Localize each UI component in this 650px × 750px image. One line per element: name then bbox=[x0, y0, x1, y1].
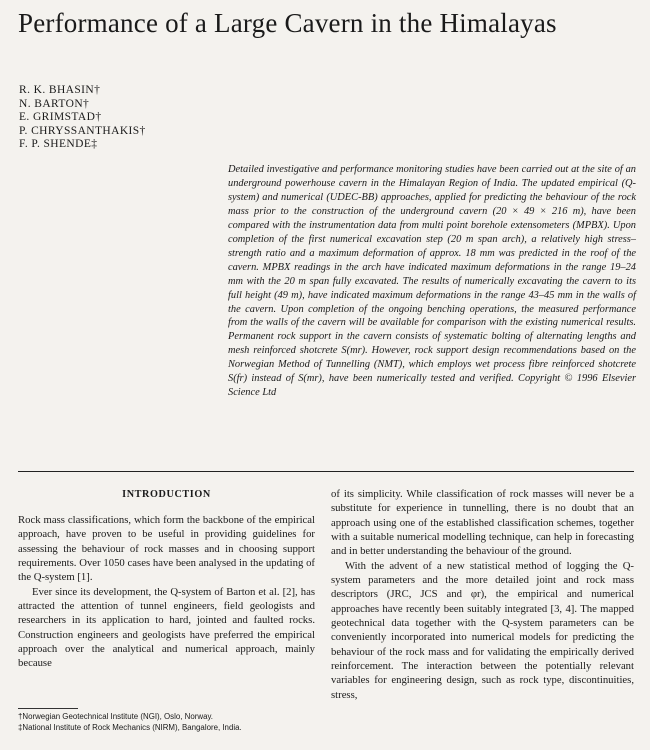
footnote: †Norwegian Geotechnical Institute (NGI), Oslo, Norway. bbox=[18, 712, 214, 721]
section-heading-introduction: INTRODUCTION bbox=[122, 489, 211, 500]
left-column bbox=[18, 489, 315, 671]
body-paragraph: of its simplicity. While classification of rock masses will never be a substitute for experience in tunnelling, there is no doubt that an approach using one of the established classification schemes, together with a suitable numerical modelling technique, can help in forecasting and in better understanding the behaviour of the ground. bbox=[331, 488, 634, 558]
article-title: Performance of a Large Cavern in the Himalayas bbox=[18, 8, 557, 38]
body-paragraph: Rock mass classifications, which form the backbone of the empirical approach, have proven to be useful in providing guidelines for assessing the behaviour of rock masses and in choosing support requirements. Over 1050 cases have been analysed in the updating of the Q-system [1]. bbox=[18, 514, 315, 584]
footnote: ‡National Institute of Rock Mechanics (NIRM), Bangalore, India. bbox=[18, 722, 242, 732]
abstract-text: Detailed investigative and performance monitoring studies have been carried out at the site of an underground powerhouse cavern in the Himalayan Region of India. The updated empirical (Q-system) and numerical (UDEC-BB) approaches, applied for predicting the behaviour of the rock mass prior to the construction of the underground cavern (20 × 49 × 216 m), have been compared with the instrumentation data from multi point borehole extensometers (MPBX). Upon completion of the first numerical excavation step (20 m span arch), a relatively high stress–strength ratio and a maximum deformation of approx. 18 mm was predicted in the roof of the cavern. MPBX readings in the arch have indicated maximum deformations in the range 19–24 mm with the 20 m span fully excavated. The results of numerically excavating the cavern to its full height (49 m), have indicated maximum deformations in the range 43–45 mm in the walls of the cavern. Upon completion of the ongoing benching operations, the measured performance from the walls of the cavern will be available for comparison with the existing numerical results. Permanent rock support in the cavern consists of systematic bolting of alternating lengths and mesh reinforced shotcrete S(mr). However, rock support design recommendations based on the Norwegian Method of Tunnelling (NMT), which employs wet process fibre reinforced shotcrete S(fr) instead of S(mr), have been numerically tested and verified. Copyright © 1996 Elsevier Science Ltd bbox=[228, 164, 636, 399]
footnotes bbox=[18, 712, 318, 733]
footnote-divider bbox=[18, 708, 78, 709]
body-paragraph: With the advent of a new statistical method of logging the Q-system parameters and the more detailed joint and rock mass descriptors (JRC, JCS and φr), the empirical and numerical approaches have recently been suitably integrated [3, 4]. The mapped geotechnical data together with the Q-system parameters can be conveniently incorporated into numerical models for predicting the behaviour of the rock mass and for validating the empirically derived reinforcement. The interaction between the potentially relevant variables for engineering design, such as rock type, discontinuities, stress, bbox=[331, 559, 634, 701]
author-list bbox=[19, 84, 146, 152]
section-divider bbox=[18, 471, 634, 472]
author-name: F. P. SHENDE‡ bbox=[19, 138, 98, 151]
author-name: P. CHRYSSANTHAKIS† bbox=[19, 124, 146, 137]
body-paragraph: Ever since its development, the Q-system of Barton et al. [2], has attracted the attention of tunnel engineers, field geologists and researchers in its application to hard, jointed and faulted rocks. Construction engineers and geologists have preferred the empirical approach over the analytical and numerical approach, mainly because bbox=[18, 585, 315, 670]
author-name: R. K. BHASIN† bbox=[19, 84, 101, 96]
right-column bbox=[331, 487, 634, 702]
abstract bbox=[228, 163, 636, 400]
author-name: E. GRIMSTAD† bbox=[19, 111, 102, 124]
author-name: N. BARTON† bbox=[19, 97, 90, 110]
